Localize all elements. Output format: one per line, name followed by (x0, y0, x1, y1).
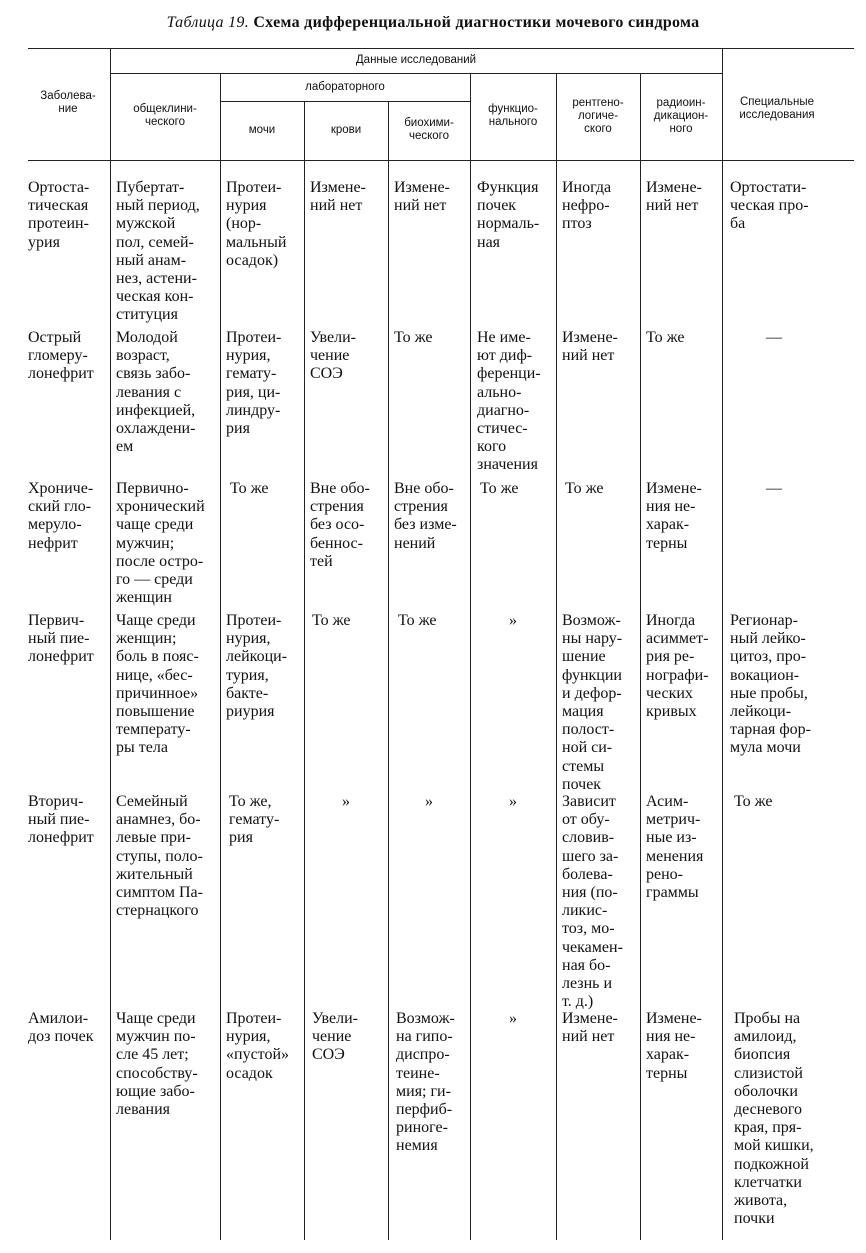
col-divider (722, 48, 723, 160)
header-laboratory: лабораторного (305, 81, 385, 93)
header-urine: мочи (248, 124, 276, 136)
col-divider (388, 160, 389, 1240)
header-functional: функцио- нального (488, 103, 538, 128)
row3-radionuclide: Измене- ния не- харак- терны (646, 480, 702, 552)
row5-xray: Зависит от обу- словив- шего за- болева- ния (по- ликис- тоз, мо- чекамен- ная бо- лезнь и т. д.) (562, 793, 623, 1011)
header-research-data: Данные исследований (355, 54, 477, 66)
row1-functional: Функция почек нормаль- ная (477, 179, 540, 251)
row3-biochemical: Вне обо- стрения без изме- нений (394, 480, 457, 552)
row6-radionuclide: Измене- ния не- харак- терны (646, 1010, 702, 1082)
col-divider (304, 101, 305, 160)
row5-general-clinical: Семейный анамнез, бо- левые при- ступы, поло- жительный симптом Па- стернацкого (116, 793, 203, 920)
row6-special: Пробы на амилоид, биопсия слизистой оболочки десневого края, пря- мой кишки, подкожной клетчатки живота, почки (734, 1010, 814, 1228)
row2-special: — (766, 329, 782, 346)
row4-disease: Первич- ный пие- лонефрит (28, 612, 94, 666)
row2-biochemical: То же (394, 329, 433, 346)
header-blood: крови (330, 124, 362, 136)
row3-disease: Хрониче- ский гло- меруло- нефрит (28, 480, 94, 552)
col-divider (640, 73, 641, 160)
col-divider (722, 160, 723, 1240)
col-divider (470, 73, 471, 160)
row3-xray: То же (565, 480, 604, 497)
row4-radionuclide: Иногда асиммет- рия ре- нографи- ческих кривых (646, 612, 709, 721)
header-special: Специальные исследования (739, 96, 815, 121)
row5-urine: То же, гемату- рия (229, 793, 280, 847)
col-divider (640, 160, 641, 1240)
row6-blood: Увели- чение СОЭ (312, 1010, 358, 1064)
row6-xray: Измене- ний нет (562, 1010, 618, 1046)
row2-general-clinical: Молодой возраст, связь забо- левания с инфекцией, охлаждени- ем (116, 329, 196, 456)
col-divider (556, 160, 557, 1240)
row4-xray: Возмож- ны нару- шение функции и дефор- мация полост- ной си- стемы почек (562, 612, 623, 793)
col-divider (110, 160, 111, 1240)
col-divider (304, 160, 305, 1240)
row1-biochemical: Измене- ний нет (394, 179, 450, 215)
col-divider (388, 101, 389, 160)
row4-urine: Протеи- нурия, лейкоци- турия, бакте- риурия (226, 612, 288, 721)
row2-radionuclide: То же (646, 329, 685, 346)
col-divider (556, 73, 557, 160)
row3-general-clinical: Первично- хронический чаще среди мужчин; после остро- го — среди женщин (116, 480, 205, 607)
row2-functional: Не име- ют диф- ференци- ально- диагно- стичес- кого значения (477, 329, 541, 474)
row2-blood: Увели- чение СОЭ (310, 329, 356, 383)
research-data-underline (110, 73, 722, 74)
row5-radionuclide: Асим- метрич- ные из- менения рено- граммы (646, 793, 704, 902)
row1-general-clinical: Пубертат- ный период, мужской пол, семей- ный анам- нез, астени- ческая кон- ституция (116, 179, 200, 324)
row4-blood: То же (312, 612, 351, 629)
table-title: Схема дифференциальной диагностики мочевого синдрома (253, 14, 700, 31)
row1-xray: Иногда нефро- птоз (562, 179, 612, 233)
row4-functional: » (509, 612, 517, 629)
header-xray: рентгено- логиче- ского (572, 97, 624, 135)
row5-special: То же (734, 793, 773, 810)
row6-urine: Протеи- нурия, «пустой» осадок (226, 1010, 290, 1082)
row4-biochemical: То же (398, 612, 437, 629)
row6-biochemical: Возмож- на гипо- диспро- теине- мия; ги- перфиб- риноге- немия (396, 1010, 455, 1155)
row6-functional: » (509, 1010, 517, 1027)
row5-disease: Вторич- ный пие- лонефрит (28, 793, 94, 847)
row1-disease: Ортоста- тическая протеин- урия (28, 179, 90, 251)
table-caption (0, 14, 866, 32)
col-divider (470, 160, 471, 1240)
col-divider (220, 160, 221, 1240)
row2-disease: Острый гломеру- лонефрит (28, 329, 94, 383)
laboratory-underline (220, 101, 470, 102)
table-number: Таблица 19. (166, 14, 250, 31)
row6-general-clinical: Чаще среди мужчин по- сле 45 лет; способству- ющие забо- левания (116, 1010, 198, 1119)
header-radionuclide: радиоин- дикацион- ного (653, 97, 709, 135)
header-biochemical: биохими- ческого (404, 117, 454, 142)
row3-functional: То же (480, 480, 519, 497)
row4-general-clinical: Чаще среди женщин; боль в пояс- нице, «бес- причинное» повышение температу- ры тела (116, 612, 199, 757)
row2-urine: Протеи- нурия, гемату- рия, ци- линдру- рия (226, 329, 282, 438)
row2-xray: Измене- ний нет (562, 329, 618, 365)
row1-blood: Измене- ний нет (310, 179, 366, 215)
header-bottom-rule (28, 160, 854, 161)
row3-blood: Вне обо- стрения без осо- беннос- тей (310, 480, 370, 570)
row6-disease: Амилои- доз почек (28, 1010, 94, 1046)
row4-special: Регионар- ный лейко- цитоз, про- вокацион- ные пробы, лейкоци- тарная фор- мула мочи (730, 612, 812, 757)
header-disease: Заболева- ние (40, 90, 96, 115)
row5-biochemical: » (425, 793, 433, 810)
row1-urine: Протеи- нурия (нор- мальный осадок) (226, 179, 287, 269)
header-general-clinical: общеклини- ческого (133, 103, 197, 128)
row1-special: Ортостати- ческая про- ба (730, 179, 809, 233)
row1-radionuclide: Измене- ний нет (646, 179, 702, 215)
row3-urine: То же (230, 480, 269, 497)
row5-blood: » (342, 793, 350, 810)
table-top-rule (28, 48, 854, 49)
row3-special: — (766, 480, 782, 497)
row5-functional: » (509, 793, 517, 810)
